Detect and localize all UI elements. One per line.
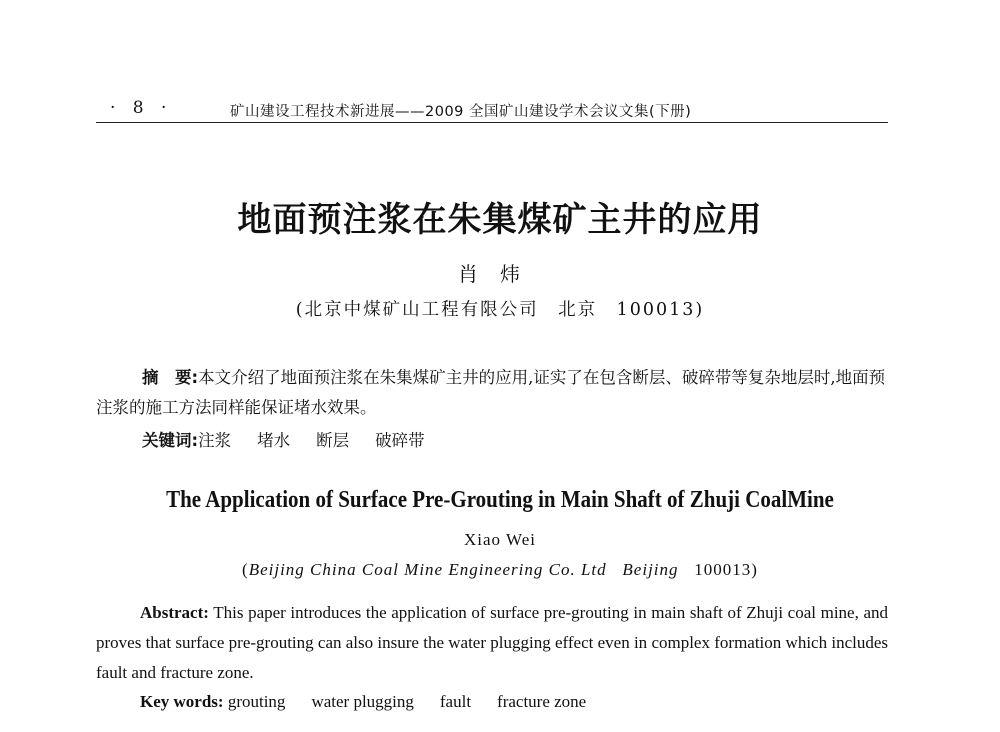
keyword: fracture zone	[497, 692, 587, 711]
english-keywords-label: Key words:	[140, 692, 224, 711]
running-title: 矿山建设工程技术新进展——2009 全国矿山建设学术会议文集(下册)	[230, 104, 692, 120]
keyword: fault	[439, 692, 472, 711]
keyword: 注浆	[198, 431, 232, 450]
chinese-keywords-label: 关键词:	[142, 431, 199, 450]
english-abstract-label: Abstract:	[140, 603, 209, 622]
affiliation-postcode: 100013)	[694, 560, 758, 579]
chinese-author: 肖炜	[458, 262, 542, 286]
chinese-affiliation: (北京中煤矿山工程有限公司 北京 100013)	[295, 300, 705, 320]
keyword: 断层	[316, 431, 350, 450]
chinese-abstract-text: 本文介绍了地面预注浆在朱集煤矿主井的应用,证实了在包含断层、破碎带等复杂地层时,地面预注浆的施工方法同样能保证堵水效果。	[96, 368, 886, 417]
affiliation-org: Beijing China Coal Mine Engineering Co. Ltd	[248, 560, 607, 579]
keyword: 破碎带	[375, 431, 425, 450]
english-abstract-text: This paper introduces the application of surface pre-grouting in main shaft of Zhuji coal mine, and proves that surface pre-grouting can also insure the water plugging effect even in complex formation which includes fault and fracture zone.	[96, 603, 888, 682]
english-author: Xiao Wei	[464, 530, 536, 549]
page-number: · 8 ·	[110, 98, 173, 118]
keyword: grouting	[227, 692, 286, 711]
running-header	[96, 96, 888, 123]
english-keywords	[140, 692, 586, 712]
affiliation-paren: (	[242, 560, 249, 579]
chinese-title: 地面预注浆在朱集煤矿主井的应用	[237, 200, 763, 240]
affiliation-city: Beijing	[622, 560, 679, 579]
chinese-abstract-label: 摘 要:	[142, 368, 199, 387]
keyword: water plugging	[311, 692, 414, 711]
english-title: The Application of Surface Pre-Grouting in Main Shaft of Zhuji CoalMine	[166, 485, 834, 513]
chinese-abstract	[96, 363, 888, 423]
english-abstract	[96, 598, 888, 688]
english-affiliation	[0, 560, 1000, 580]
keyword: 堵水	[257, 431, 291, 450]
chinese-keywords	[142, 427, 425, 451]
